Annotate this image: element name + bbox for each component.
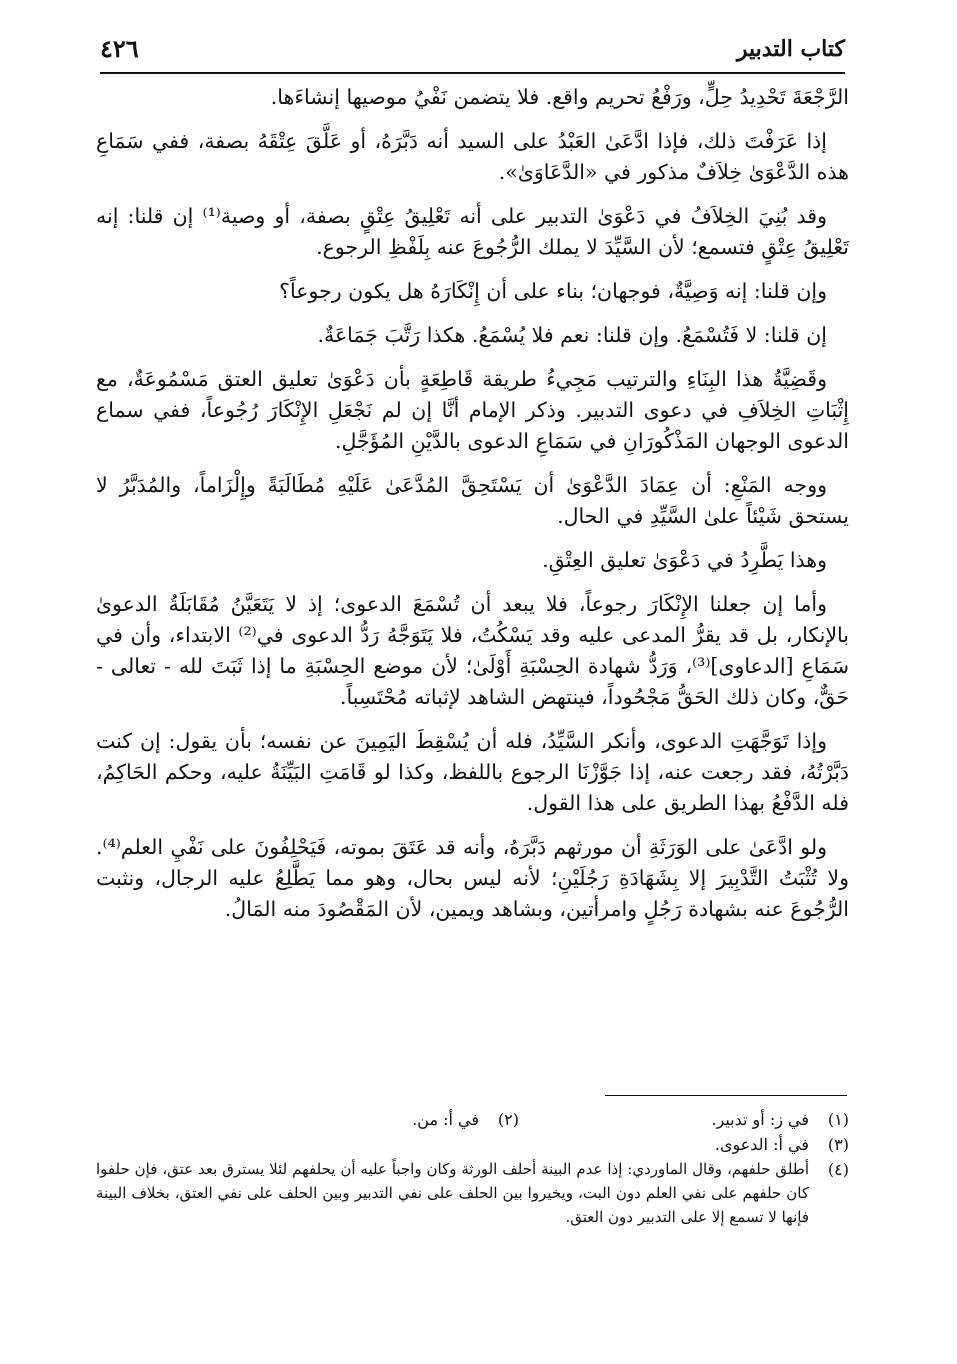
footnote-divider	[605, 1095, 847, 1096]
footnote-1	[519, 1107, 849, 1132]
footnote-row	[96, 1132, 849, 1157]
paragraph: وقَضِيَّةُ هذا البِنَاءِ والترتيب مَجِيءُ طريقة قَاطِعَةٍ بأن دَعْوَىٰ تعليق العتق مَسْمُوعَةٌ، مع إِثْبَاتِ الخِلاَفِ في دعوى التدبير. وذكر الإمام أنَّا إن لم نَجْعَلِ الإِنْكَارَ رُجُوعاً، ففي سماع الدعوى الوجهان المَذْكُورَانِ في سَمَاعِ الدعوى بالدَّيْنِ المُؤَجَّلِ.	[96, 367, 849, 453]
footnote-3	[519, 1132, 849, 1157]
running-title: كتاب التدبير	[736, 36, 845, 62]
footnote-number: (١)	[827, 1110, 849, 1129]
footnote-number: (٤)	[827, 1160, 849, 1179]
footnotes	[96, 1107, 849, 1229]
footnote-number: (٢)	[497, 1110, 519, 1129]
paragraph: إذا عَرَفْتَ ذلك، فإذا ادَّعَىٰ العَبْدُ على السيد أنه دَبَّرَهُ، أو عَلَّقَ عِتْقَهُ بصفة، ففي سَمَاعِ هذه الدَّعْوَىٰ خِلاَفٌ مذكور في «الدَّعَاوَىٰ».	[96, 129, 849, 184]
footnote-text: في أ: الدعوى.	[714, 1135, 809, 1154]
footnote-text: أطلق حلفهم، وقال الماوردي: إذا عدم البينة أحلف الورثة وكان واجباً عليه أن يحلفهم لئلا يسترق بعد عتق، فإن حلفوا كان حلفهم على نفي العلم دون البت، ويخيروا بين الحلف على نفي التدبير وبين الحلف على نفي العتق، بخلاف البينة فإنها لا تسمع إلا على التدبير دون العتق.	[96, 1160, 809, 1226]
paragraph: وقد بُنِيَ الخِلاَفُ في دَعْوَىٰ التدبير على أنه تَعْلِيقُ عِتْقٍ بصفة، أو وصية⁽¹⁾ إن قلنا: إنه تَعْلِيقُ عِتْقٍ فتسمع؛ لأن السَّيِّدَ لا يملك الرُّجُوعَ عنه بِلَفْظِ الرجوع.	[96, 204, 849, 259]
footnote-number: (٣)	[827, 1135, 849, 1154]
paragraph: ولو ادَّعَىٰ على الوَرَثَةِ أن مورثهم دَبَّرَهُ، وأنه قد عَتَقَ بموته، فَيَحْلِفُونَ على نَفْيِ العلم⁽⁴⁾. ولا تُثْبَتُ التَّدْبِيرَ إلا بِشَهَادَةِ رَجُلَيْنِ؛ لأنه ليس بحال، وهو مما يَطَّلِعُ عليه الرجال، ونثبت الرُّجُوعَ عنه بشهادة رَجُلٍ وامرأتين، وبشاهد ويمين، لأن المَقْصُودَ منه المَالُ.	[96, 835, 849, 921]
paragraph: وأما إن جعلنا الإِنْكَارَ رجوعاً، فلا يبعد أن تُسْمَعَ الدعوى؛ إذ لا يَتَعَيَّنُ مُقَابَلَةُ الدعوىٰ بالإنكار، بل قد يقرُّ المدعى عليه وقد يَسْكُتُ، فلا يَتَوَجَّهُ رَدُّ الدعوى في⁽²⁾ الابتداء، وأن في سَمَاعِ [الدعاوى]⁽³⁾، وَرَدُّ شهادة الحِسْبَةِ أَوْلَىٰ؛ لأن موضع الحِسْبَةِ ما إذا ثَبَتَ لله - تعالى - حَقٌّ، وكان ذلك الحَقُّ مَجْحُوداً، فينتهض الشاهد لإثباته مُحْتَسِباً.	[96, 592, 849, 709]
main-text	[96, 82, 849, 938]
page-header	[100, 30, 845, 74]
footnote-4	[96, 1157, 849, 1229]
page-number: ٤٢٦	[100, 34, 139, 63]
paragraph: وهذا يَطَّرِدُ في دَعْوَىٰ تعليق العِتْقِ.	[542, 548, 827, 572]
footnote-2	[189, 1107, 519, 1132]
footnote-text: في ز: أو تدبير.	[711, 1110, 809, 1129]
paragraph: وإذا تَوَجَّهَتِ الدعوى، وأنكر السَّيِّدُ، فله أن يُسْقِطَ اليَمِينَ عن نفسه؛ بأن يقول: إن كنت دَبَّرْتُهُ، فقد رجعت عنه، إذا جَوَّزْنَا الرجوع باللفظ، وكذا لو قَامَتِ البَيِّنَةُ عليه، وحكم الحَاكِمُ، فله الدَّفْعُ بهذا الطريق على هذا القول.	[96, 729, 849, 815]
paragraph: الرَّجْعَةَ تَحْدِيدُ حِلٍّ، ورَفْعُ تحريم واقع. فلا يتضمن نَفْيُ موصيها إنشاءَها.	[270, 85, 849, 109]
paragraph: ووجه المَنْعِ: أن عِمَادَ الدَّعْوَىٰ أن يَسْتَحِقَّ المُدَّعَىٰ عَلَيْهِ مُطَالَبَةً وإِلْزَاماً، والمُدَبَّرُ لا يستحق شَيْئاً علىٰ السَّيِّدِ في الحال.	[96, 473, 849, 528]
footnote-text: في أ: من.	[412, 1110, 479, 1129]
paragraph: إن قلنا: لا فَتُسْمَعُ. وإن قلنا: نعم فلا يُسْمَعُ. هكذا رَتَّبَ جَمَاعَةٌ.	[317, 323, 827, 347]
paragraph: وإن قلنا: إنه وَصِيَّةٌ، فوجهان؛ بناء على أن إِنْكَارَهُ هل يكون رجوعاً؟	[279, 279, 827, 303]
footnote-row	[96, 1107, 849, 1132]
